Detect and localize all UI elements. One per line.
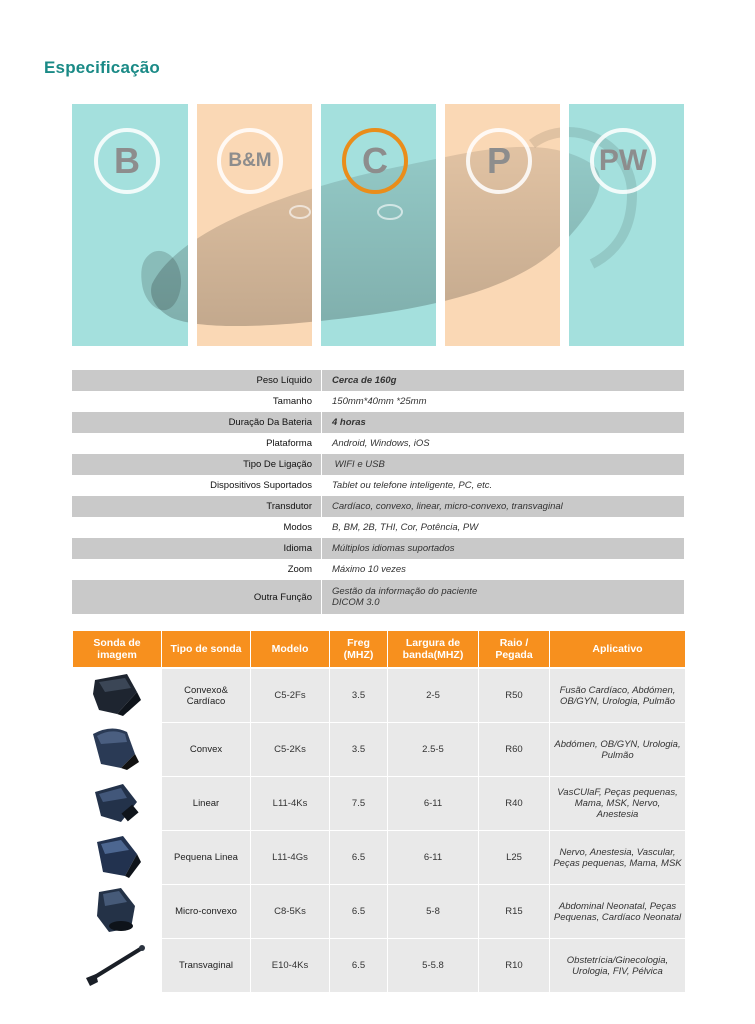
spec-row [72, 475, 684, 496]
probe-application: Nervo, Anestesia, Vascular, Peças pequenas, Mama, MSK [550, 831, 685, 885]
spec-key: Dispositivos Suportados [210, 480, 312, 491]
spec-value: 150mm*40mm *25mm [322, 391, 685, 412]
col-header: Largura de banda(MHZ) [388, 631, 478, 669]
col-header: Sonda de imagem [73, 631, 161, 669]
probe-image-cell [73, 939, 161, 993]
probe-freq: 6.5 [330, 831, 387, 885]
probe-freq: 6.5 [330, 939, 387, 993]
specification-table [72, 370, 684, 614]
small-linear-probe-icon [87, 832, 147, 880]
probe-model: L11-4Ks [251, 777, 329, 831]
spec-key: Duração Da Bateria [72, 412, 322, 433]
spec-row [72, 559, 684, 580]
probe-table-header [73, 631, 685, 669]
probe-freq: 6.5 [330, 885, 387, 939]
probe-application: Obstetrícia/Ginecologia, Urologia, FIV, Pélvica [550, 939, 685, 993]
convex-probe-icon [87, 724, 147, 772]
table-row [73, 669, 685, 723]
probe-radius: R60 [479, 723, 549, 777]
spec-value-line: Gestão da informação do paciente [332, 586, 478, 597]
spec-row [72, 580, 684, 614]
probe-table [72, 631, 686, 993]
page-title: Especificação [44, 58, 160, 77]
probe-image-cell [73, 669, 161, 723]
spec-value: Cardíaco, convexo, linear, micro-convexo, transvaginal [322, 496, 685, 517]
spec-value: Android, Windows, iOS [322, 433, 685, 454]
panel-divider [560, 104, 569, 346]
probe-radius: L25 [479, 831, 549, 885]
table-row [73, 723, 685, 777]
micro-convex-probe-icon [87, 886, 147, 934]
probe-application: Fusão Cardíaco, Abdómen, OB/GYN, Urologia, Pulmão [550, 669, 685, 723]
probe-type: Transvaginal [162, 939, 250, 993]
spec-key: Transdutor [72, 496, 322, 517]
spec-value: Máximo 10 vezes [322, 559, 685, 580]
spec-value: Múltiplos idiomas suportados [322, 538, 685, 559]
spec-value: B, BM, 2B, THI, Cor, Potência, PW [322, 517, 685, 538]
table-row [73, 885, 685, 939]
spec-row [72, 433, 684, 454]
mode-badge-bm: B&M [217, 128, 283, 194]
spec-value-line: DICOM 3.0 [332, 597, 380, 608]
spec-key: Idioma [72, 538, 322, 559]
mode-badge-p: P [466, 128, 532, 194]
spec-row [72, 496, 684, 517]
spec-value: 4 horas [322, 412, 685, 433]
spec-key: Tipo De Ligação [72, 454, 322, 475]
probe-application: Abdómen, OB/GYN, Urologia, Pulmão [550, 723, 685, 777]
spec-row [72, 412, 684, 433]
spec-row [72, 391, 684, 412]
linear-probe-icon [87, 778, 147, 826]
mode-badge-pw: PW [590, 128, 656, 194]
spec-value [322, 580, 685, 614]
spec-value: WIFI e USB [322, 454, 685, 475]
col-header: Aplicativo [550, 631, 685, 669]
probe-model: C5-2Fs [251, 669, 329, 723]
spec-value: Tablet ou telefone inteligente, PC, etc. [322, 475, 685, 496]
probe-radius: R40 [479, 777, 549, 831]
probe-radius: R50 [479, 669, 549, 723]
probe-band: 2.5-5 [388, 723, 478, 777]
col-header: Modelo [251, 631, 329, 669]
probe-type: Convex [162, 723, 250, 777]
table-row [73, 939, 685, 993]
probe-image-cell [73, 885, 161, 939]
probe-type: Linear [162, 777, 250, 831]
table-row [73, 831, 685, 885]
probe-band: 6-11 [388, 777, 478, 831]
spec-key: Zoom [287, 564, 312, 575]
probe-type: Micro-convexo [162, 885, 250, 939]
panel-divider [312, 104, 321, 346]
table-row [73, 777, 685, 831]
probe-radius: R10 [479, 939, 549, 993]
panel-divider [436, 104, 445, 346]
col-header: Raio / Pegada [479, 631, 549, 669]
probe-model: C8-5Ks [251, 885, 329, 939]
mode-badge-b: B [94, 128, 160, 194]
probe-type: Pequena Linea [162, 831, 250, 885]
probe-band: 5-8 [388, 885, 478, 939]
probe-image-cell [73, 723, 161, 777]
spec-key: Plataforma [266, 438, 312, 449]
panel-divider [188, 104, 197, 346]
spec-key: Peso Líquido [72, 370, 322, 391]
spec-row [72, 538, 684, 559]
spec-key: Modos [283, 522, 312, 533]
spec-row [72, 454, 684, 475]
probe-image-cell [73, 831, 161, 885]
convex-cardiac-probe-icon [87, 670, 147, 718]
col-header: Freg (MHZ) [330, 631, 387, 669]
probe-radius: R15 [479, 885, 549, 939]
spec-row [72, 370, 684, 391]
probe-band: 5-5.8 [388, 939, 478, 993]
spec-key: Outra Função [72, 580, 322, 614]
probe-model: L11-4Gs [251, 831, 329, 885]
spec-row [72, 517, 684, 538]
probe-band: 6-11 [388, 831, 478, 885]
probe-band: 2-5 [388, 669, 478, 723]
probe-model: E10-4Ks [251, 939, 329, 993]
probe-model: C5-2Ks [251, 723, 329, 777]
probe-freq: 7.5 [330, 777, 387, 831]
probe-application: Abdominal Neonatal, Peças Pequenas, Cardíaco Neonatal [550, 885, 685, 939]
probe-application: VasCUlaF, Peças pequenas, Mama, MSK, Nervo, Anestesia [550, 777, 685, 831]
col-header: Tipo de sonda [162, 631, 250, 669]
probe-freq: 3.5 [330, 723, 387, 777]
mode-banner [72, 104, 684, 346]
mode-badge-c: C [342, 128, 408, 194]
probe-image-cell [73, 777, 161, 831]
spec-value: Cerca de 160g [322, 370, 685, 391]
spec-key: Tamanho [272, 396, 312, 407]
probe-freq: 3.5 [330, 669, 387, 723]
transvaginal-probe-icon [82, 940, 152, 988]
probe-type: Convexo& Cardíaco [162, 669, 250, 723]
